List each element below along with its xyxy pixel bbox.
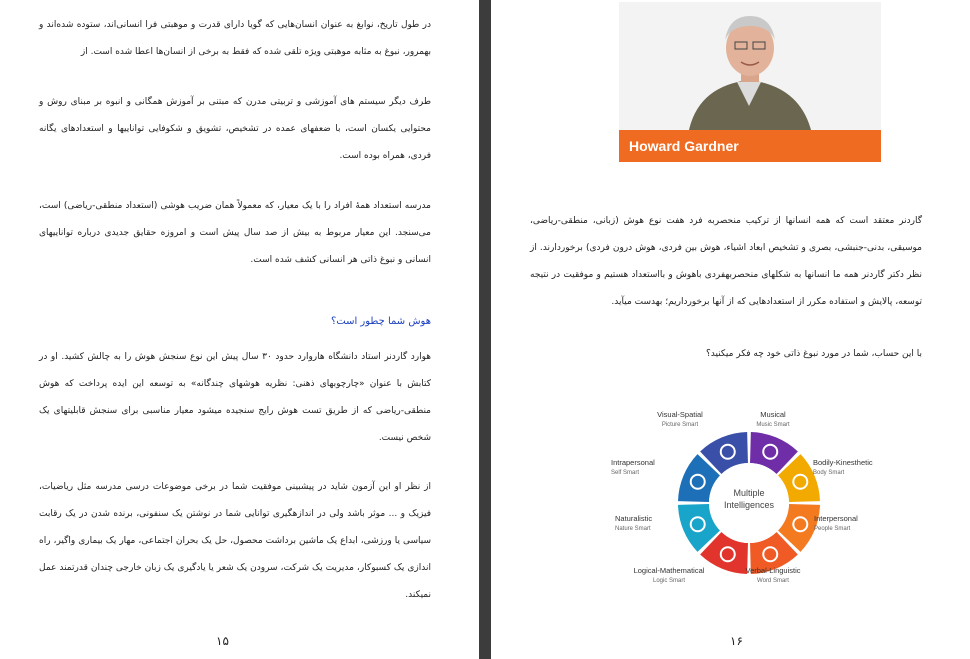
multiple-intelligences-diagram xyxy=(601,405,891,590)
diagram-label-title: Bodily-Kinesthetic xyxy=(813,458,873,467)
video-caption-banner xyxy=(619,130,881,162)
page-gutter xyxy=(479,0,491,659)
paragraph: مدرسه استعداد همهٔ افراد را با یک معیار، که معمولاً همان ضریب هوشی (استعداد منطقی-ریاضی) است، می‌سنجد. این معیار مربوط به بیش از صد سال پیش است و امروزه حقایق جدیدی درباره تواناییهای انسانی و نبوغ ذاتی هر انسانی کشف شده است. xyxy=(39,201,431,265)
diagram-center-line-1: Multiple xyxy=(733,488,765,498)
diagram-label-title: Logical-Mathematical xyxy=(633,566,705,575)
diagram-label-title: Musical xyxy=(760,410,786,419)
diagram-label-subtitle: Self Smart xyxy=(611,470,640,476)
paragraph: طرف دیگر سیستم های آموزشی و تربیتی مدرن که مبتنی بر آموزش همگانی و انبوه بر مبنای روش و محتوایی یکسان است، با ضعفهای عمده در تشخیص، تشویق و شکوفایی تواناییها و استعدادهای یگانه فردی، همراه بوده است. xyxy=(39,97,431,161)
paragraph: هوارد گاردنر استاد دانشگاه هاروارد حدود ۳۰ سال پیش این نوع سنجش هوش را به چالش کشید. او در کتابش با عنوان «چارچوبهای ذهنی: نظریه هوشهای چندگانه» به توسعه این ایده پرداخت که هوش منطقی-ریاضی که از طریق تست هوش رایج سنجیده میشود معیار مناسبی برای سنجش قابلیتهای یک شخص نیست. xyxy=(39,352,431,443)
diagram-center-line-2: Intelligences xyxy=(723,500,775,510)
section-heading: هوش شما چطور است؟ xyxy=(330,316,431,327)
page-number: ۱۶ xyxy=(730,634,743,648)
diagram-label-title: Intrapersonal xyxy=(611,458,655,467)
diagram-label-title: Interpersonal xyxy=(814,514,858,523)
question-text: با این حساب، شما در مورد نبوغ ذاتی خود چه فکر میکنید؟ xyxy=(706,349,922,359)
page-16 xyxy=(491,0,970,659)
diagram-label-subtitle: Nature Smart xyxy=(615,526,651,532)
page-15 xyxy=(0,0,479,659)
diagram-label-title: Verbal-Linguistic xyxy=(745,566,801,575)
diagram-label-subtitle: Picture Smart xyxy=(661,422,699,428)
diagram-label-title: Visual-Spatial xyxy=(657,410,703,419)
paragraph: گاردنر معتقد است که همه انسانها از ترکیب منحصربه فرد هفت نوع هوش (زبانی، منطقی-ریاضی، موسیقی، بدنی-جنبشی، بصری و تشخیص ابعاد اشیاء، هوش بین فردی، هوش درون فردی) برخوردارند. از نظر دکتر گاردنر همه ما انسانها به شکلهای منحصربهفردی باهوش و بااستعداد هستیم و موفقیت در نتیجه توسعه، پالایش و استفاده مکرر از استعدادهایی که از آنها برخورداریم؛ بهدست میآید. xyxy=(530,216,922,307)
diagram-label-subtitle: Logic Smart xyxy=(652,578,686,584)
diagram-label-subtitle: Body Smart xyxy=(813,470,845,476)
paragraph: از نظر او این آزمون شاید در پیشبینی موفقیت شما در برخی موضوعات درسی مدرسه مثل ریاضیات، فیزیک و ... موثر باشد ولی در اندازهگیری توانایی شما در نوشتن یک سنفونی، برنده شدن در یک رقابت سیاسی یا ورزشی، ابداع یک ماشین برداشت محصول، حل یک بحران اجتماعی، مهار یک بیماری واگیر، راه اندازی یک کسبوکار، مدیریت یک شرکت، سرودن یک شعر یا یادگیری یک زبان خارجی چندان قدرتمند عمل نمیکند. xyxy=(39,482,431,600)
diagram-label-subtitle: Word Smart xyxy=(757,578,789,584)
paragraph: در طول تاریخ، نوابغ به عنوان انسان‌هایی که گویا دارای قدرت و موهبتی فرا انسانی‌اند، ستوده شده‌اند و بهمرور، نبوغ به مثابه موهبتی ویژه تلقی شده که فقط به برخی از انسان‌ها اعطا شده است. از xyxy=(39,20,431,57)
diagram-label-subtitle: People Smart xyxy=(814,526,851,532)
page-number: ۱۵ xyxy=(216,634,229,648)
video-thumbnail[interactable] xyxy=(619,2,881,162)
diagram-label-title: Naturalistic xyxy=(615,514,653,523)
diagram-label-subtitle: Music Smart xyxy=(756,422,790,428)
video-caption: Howard Gardner xyxy=(629,138,739,154)
